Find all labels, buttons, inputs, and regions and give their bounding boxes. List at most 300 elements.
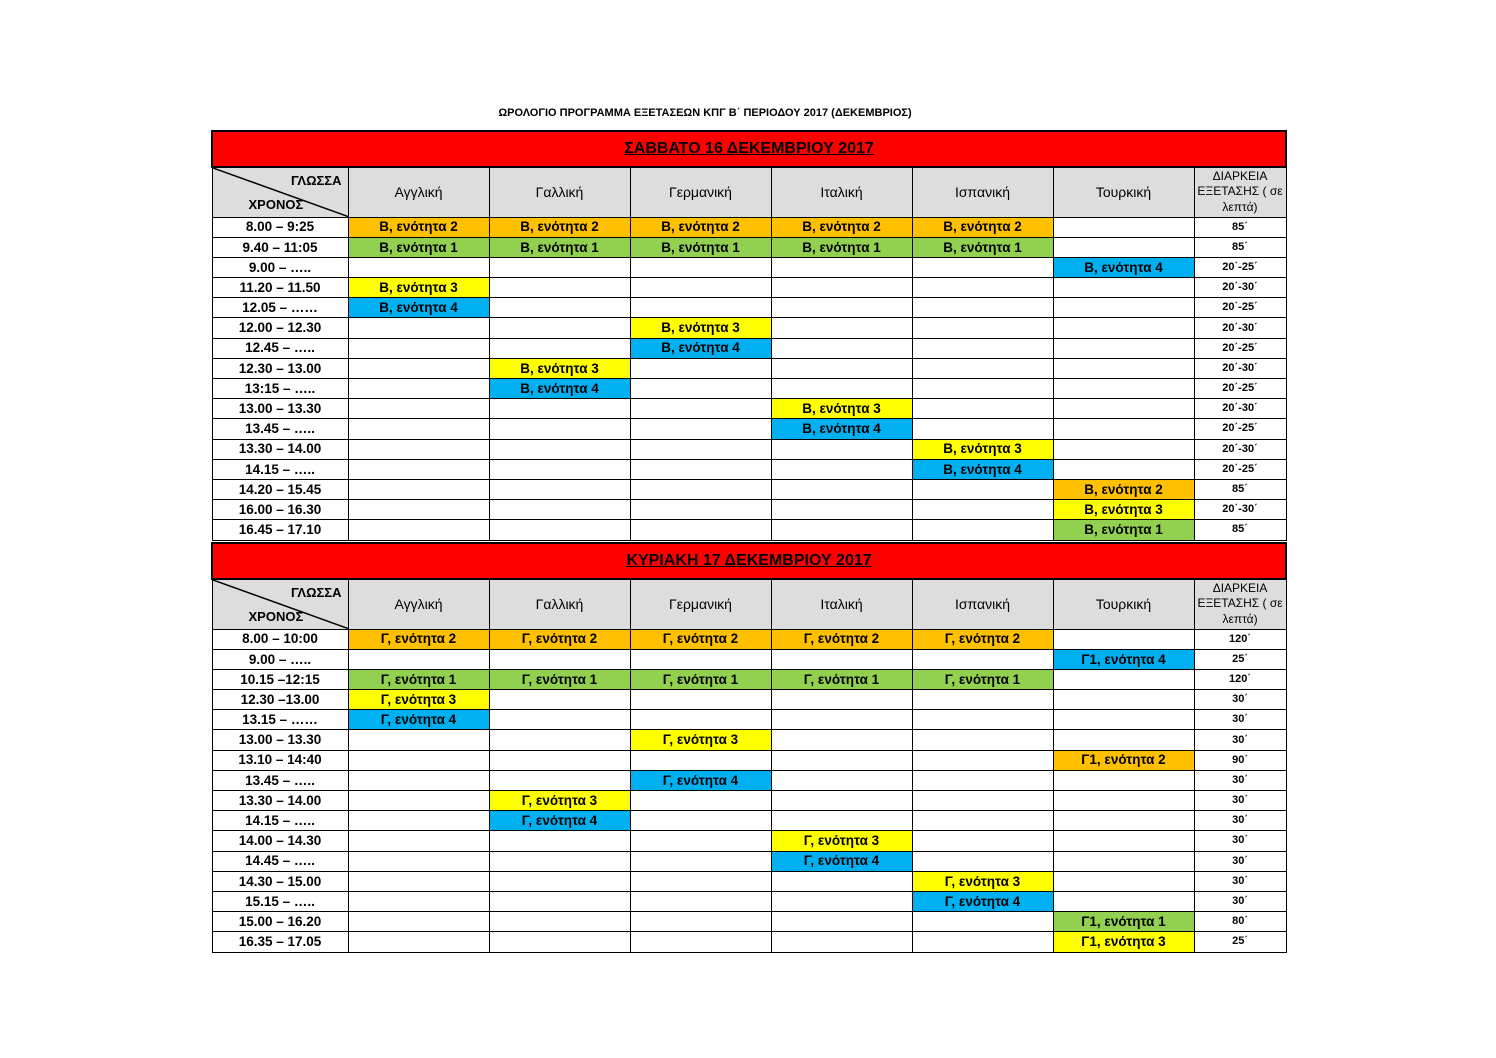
time-slot: 15.00 – 16.20 <box>212 912 348 932</box>
saturday-schedule-table <box>211 130 1287 541</box>
duration-header: ΔΙΑΡΚΕΙΑ ΕΞΕΤΑΣΗΣ ( σε λεπτά) <box>1194 579 1286 629</box>
empty-cell <box>771 318 912 338</box>
language-header: Αγγλική <box>348 579 489 629</box>
exam-cell: Β, ενότητα 1 <box>489 237 630 257</box>
time-slot: 9.00 – ….. <box>212 257 348 277</box>
duration-value: 80΄ <box>1194 912 1286 932</box>
empty-cell <box>912 831 1053 851</box>
language-header: Γαλλική <box>489 167 630 217</box>
exam-cell: Β, ενότητα 2 <box>489 217 630 237</box>
empty-cell <box>912 851 1053 871</box>
empty-cell <box>1053 298 1194 318</box>
empty-cell <box>771 891 912 911</box>
empty-cell <box>1053 690 1194 710</box>
empty-cell <box>348 770 489 790</box>
exam-cell: Β, ενότητα 3 <box>1053 500 1194 520</box>
empty-cell <box>630 831 771 851</box>
empty-cell <box>348 912 489 932</box>
language-header: Τουρκική <box>1053 167 1194 217</box>
duration-value: 20΄-30΄ <box>1194 500 1286 520</box>
time-header-label: ΧΡΟΝΟΣ <box>248 608 304 624</box>
empty-cell <box>348 851 489 871</box>
empty-cell <box>912 750 1053 770</box>
empty-cell <box>912 298 1053 318</box>
empty-cell <box>1053 811 1194 831</box>
time-header-label: ΧΡΟΝΟΣ <box>248 196 304 212</box>
day-title: ΣΑΒΒΑΤΟ 16 ΔΕΚΕΜΒΡΙΟΥ 2017 <box>212 131 1286 167</box>
duration-value: 20΄-25΄ <box>1194 298 1286 318</box>
empty-cell <box>1053 358 1194 378</box>
table-row <box>212 479 1286 499</box>
duration-value: 30΄ <box>1194 891 1286 911</box>
table-row <box>212 669 1286 689</box>
exam-cell: Γ, ενότητα 1 <box>912 669 1053 689</box>
duration-value: 20΄-25΄ <box>1194 338 1286 358</box>
empty-cell <box>912 791 1053 811</box>
empty-cell <box>1053 669 1194 689</box>
empty-cell <box>348 811 489 831</box>
duration-value: 25΄ <box>1194 932 1286 952</box>
day-title: ΚΥΡΙΑΚΗ 17 ΔΕΚΕΜΒΡΙΟΥ 2017 <box>212 543 1286 579</box>
exam-cell: Β, ενότητα 4 <box>489 379 630 399</box>
empty-cell <box>630 298 771 318</box>
empty-cell <box>630 419 771 439</box>
exam-cell: Γ, ενότητα 4 <box>489 811 630 831</box>
empty-cell <box>489 278 630 298</box>
page-title: ΩΡΟΛΟΓΙΟ ΠΡΟΓΡΑΜΜΑ ΕΞΕΤΑΣΕΩΝ ΚΠΓ Β΄ ΠΕΡΙΟΔΟΥ 2017 (ΔΕΚΕΜΒΡΙΟΣ) <box>498 107 912 119</box>
language-header: Γερμανική <box>630 579 771 629</box>
time-slot: 13:15 – ….. <box>212 379 348 399</box>
empty-cell <box>630 690 771 710</box>
empty-cell <box>630 479 771 499</box>
header-row <box>212 579 1286 629</box>
table-row <box>212 770 1286 790</box>
table-row <box>212 851 1286 871</box>
time-slot: 15.15 – ….. <box>212 891 348 911</box>
exam-cell: Γ, ενότητα 4 <box>912 891 1053 911</box>
exam-cell: Γ, ενότητα 3 <box>771 831 912 851</box>
empty-cell <box>489 912 630 932</box>
empty-cell <box>912 379 1053 399</box>
exam-cell: Γ, ενότητα 1 <box>771 669 912 689</box>
empty-cell <box>1053 791 1194 811</box>
empty-cell <box>348 459 489 479</box>
empty-cell <box>630 439 771 459</box>
exam-cell: Β, ενότητα 3 <box>912 439 1053 459</box>
empty-cell <box>1053 237 1194 257</box>
duration-value: 30΄ <box>1194 791 1286 811</box>
table-row <box>212 831 1286 851</box>
corner-cell <box>212 579 348 629</box>
empty-cell <box>1053 871 1194 891</box>
empty-cell <box>1053 770 1194 790</box>
table-row <box>212 730 1286 750</box>
time-slot: 12.05 – …… <box>212 298 348 318</box>
empty-cell <box>1053 851 1194 871</box>
header-row <box>212 167 1286 217</box>
empty-cell <box>348 649 489 669</box>
time-slot: 12.00 – 12.30 <box>212 318 348 338</box>
duration-value: 20΄-30΄ <box>1194 439 1286 459</box>
time-slot: 10.15 –12:15 <box>212 669 348 689</box>
language-header: Ιταλική <box>771 167 912 217</box>
time-slot: 14.30 – 15.00 <box>212 871 348 891</box>
duration-value: 20΄-25΄ <box>1194 379 1286 399</box>
duration-value: 90΄ <box>1194 750 1286 770</box>
exam-cell: Β, ενότητα 3 <box>630 318 771 338</box>
empty-cell <box>630 399 771 419</box>
empty-cell <box>348 318 489 338</box>
language-header: Ισπανική <box>912 167 1053 217</box>
table-row <box>212 419 1286 439</box>
time-slot: 13.30 – 14.00 <box>212 791 348 811</box>
exam-cell: Γ, ενότητα 4 <box>630 770 771 790</box>
time-slot: 8.00 – 10:00 <box>212 629 348 649</box>
empty-cell <box>489 831 630 851</box>
duration-value: 20΄-25΄ <box>1194 257 1286 277</box>
exam-cell: Β, ενότητα 2 <box>771 217 912 237</box>
time-slot: 16.45 – 17.10 <box>212 520 348 540</box>
empty-cell <box>771 338 912 358</box>
empty-cell <box>912 932 1053 952</box>
exam-cell: Β, ενότητα 4 <box>771 419 912 439</box>
exam-cell: Β, ενότητα 2 <box>348 217 489 237</box>
duration-value: 25΄ <box>1194 649 1286 669</box>
empty-cell <box>630 379 771 399</box>
time-slot: 12.30 –13.00 <box>212 690 348 710</box>
empty-cell <box>771 871 912 891</box>
empty-cell <box>771 649 912 669</box>
exam-cell: Γ, ενότητα 4 <box>348 710 489 730</box>
empty-cell <box>348 831 489 851</box>
exam-cell: Β, ενότητα 1 <box>771 237 912 257</box>
empty-cell <box>912 338 1053 358</box>
empty-cell <box>489 730 630 750</box>
exam-cell: Γ, ενότητα 1 <box>489 669 630 689</box>
time-slot: 13.15 – …… <box>212 710 348 730</box>
empty-cell <box>912 399 1053 419</box>
time-slot: 8.00 – 9:25 <box>212 217 348 237</box>
time-slot: 16.35 – 17.05 <box>212 932 348 952</box>
table-row <box>212 871 1286 891</box>
empty-cell <box>771 932 912 952</box>
duration-value: 20΄-30΄ <box>1194 399 1286 419</box>
duration-value: 20΄-25΄ <box>1194 419 1286 439</box>
empty-cell <box>489 520 630 540</box>
duration-value: 30΄ <box>1194 770 1286 790</box>
empty-cell <box>489 257 630 277</box>
empty-cell <box>630 710 771 730</box>
table-row <box>212 629 1286 649</box>
table-row <box>212 791 1286 811</box>
empty-cell <box>771 690 912 710</box>
empty-cell <box>348 257 489 277</box>
exam-cell: Γ, ενότητα 1 <box>630 669 771 689</box>
language-header: Αγγλική <box>348 167 489 217</box>
exam-cell: Γ, ενότητα 4 <box>771 851 912 871</box>
time-slot: 13.00 – 13.30 <box>212 399 348 419</box>
exam-cell: Γ, ενότητα 1 <box>348 669 489 689</box>
table-row <box>212 298 1286 318</box>
language-header: Ιταλική <box>771 579 912 629</box>
exam-cell: Β, ενότητα 4 <box>630 338 771 358</box>
empty-cell <box>771 750 912 770</box>
exam-cell: Β, ενότητα 4 <box>348 298 489 318</box>
empty-cell <box>630 791 771 811</box>
time-slot: 13.45 – ….. <box>212 770 348 790</box>
empty-cell <box>489 338 630 358</box>
table-row <box>212 459 1286 479</box>
empty-cell <box>1053 891 1194 911</box>
time-slot: 14.15 – ….. <box>212 811 348 831</box>
empty-cell <box>489 459 630 479</box>
language-header: Γαλλική <box>489 579 630 629</box>
table-row <box>212 257 1286 277</box>
empty-cell <box>489 851 630 871</box>
exam-cell: Β, ενότητα 1 <box>912 237 1053 257</box>
empty-cell <box>912 649 1053 669</box>
exam-cell: Γ, ενότητα 3 <box>912 871 1053 891</box>
empty-cell <box>912 479 1053 499</box>
table-row <box>212 379 1286 399</box>
exam-cell: Β, ενότητα 1 <box>348 237 489 257</box>
exam-cell: Β, ενότητα 2 <box>630 217 771 237</box>
empty-cell <box>630 891 771 911</box>
exam-cell: Γ1, ενότητα 4 <box>1053 649 1194 669</box>
exam-cell: Γ1, ενότητα 1 <box>1053 912 1194 932</box>
empty-cell <box>1053 338 1194 358</box>
empty-cell <box>348 791 489 811</box>
table-row <box>212 399 1286 419</box>
empty-cell <box>630 750 771 770</box>
empty-cell <box>348 871 489 891</box>
empty-cell <box>771 257 912 277</box>
empty-cell <box>1053 710 1194 730</box>
empty-cell <box>771 439 912 459</box>
table-row <box>212 891 1286 911</box>
empty-cell <box>912 257 1053 277</box>
empty-cell <box>630 358 771 378</box>
time-slot: 14.15 – ….. <box>212 459 348 479</box>
language-header: Γερμανική <box>630 167 771 217</box>
table-row <box>212 439 1286 459</box>
empty-cell <box>912 811 1053 831</box>
empty-cell <box>489 750 630 770</box>
time-slot: 13.10 – 14:40 <box>212 750 348 770</box>
exam-cell: Γ, ενότητα 2 <box>348 629 489 649</box>
duration-value: 30΄ <box>1194 811 1286 831</box>
empty-cell <box>1053 278 1194 298</box>
empty-cell <box>912 690 1053 710</box>
empty-cell <box>912 770 1053 790</box>
empty-cell <box>1053 379 1194 399</box>
empty-cell <box>771 520 912 540</box>
day-title-row <box>212 543 1286 579</box>
exam-cell: Β, ενότητα 3 <box>771 399 912 419</box>
time-slot: 14.00 – 14.30 <box>212 831 348 851</box>
empty-cell <box>348 479 489 499</box>
empty-cell <box>771 730 912 750</box>
empty-cell <box>630 649 771 669</box>
empty-cell <box>1053 217 1194 237</box>
empty-cell <box>489 891 630 911</box>
empty-cell <box>489 399 630 419</box>
empty-cell <box>630 871 771 891</box>
exam-cell: Γ1, ενότητα 2 <box>1053 750 1194 770</box>
exam-cell: Β, ενότητα 2 <box>912 217 1053 237</box>
empty-cell <box>630 912 771 932</box>
exam-cell: Β, ενότητα 3 <box>489 358 630 378</box>
empty-cell <box>489 770 630 790</box>
empty-cell <box>348 500 489 520</box>
exam-cell: Γ, ενότητα 2 <box>912 629 1053 649</box>
exam-cell: Γ, ενότητα 2 <box>771 629 912 649</box>
empty-cell <box>489 871 630 891</box>
empty-cell <box>912 710 1053 730</box>
empty-cell <box>1053 730 1194 750</box>
table-row <box>212 358 1286 378</box>
duration-value: 30΄ <box>1194 851 1286 871</box>
empty-cell <box>348 379 489 399</box>
table-row <box>212 649 1286 669</box>
empty-cell <box>1053 318 1194 338</box>
duration-value: 30΄ <box>1194 730 1286 750</box>
table-row <box>212 520 1286 540</box>
table-row <box>212 912 1286 932</box>
duration-value: 30΄ <box>1194 690 1286 710</box>
empty-cell <box>771 710 912 730</box>
empty-cell <box>489 298 630 318</box>
exam-cell: Β, ενότητα 4 <box>1053 257 1194 277</box>
empty-cell <box>630 257 771 277</box>
duration-value: 85΄ <box>1194 479 1286 499</box>
duration-value: 20΄-30΄ <box>1194 358 1286 378</box>
duration-value: 120΄ <box>1194 669 1286 689</box>
empty-cell <box>1053 399 1194 419</box>
empty-cell <box>348 399 489 419</box>
table-row <box>212 750 1286 770</box>
empty-cell <box>912 358 1053 378</box>
duration-value: 85΄ <box>1194 217 1286 237</box>
exam-cell: Γ1, ενότητα 3 <box>1053 932 1194 952</box>
time-slot: 13.30 – 14.00 <box>212 439 348 459</box>
exam-cell: Β, ενότητα 4 <box>912 459 1053 479</box>
duration-value: 85΄ <box>1194 237 1286 257</box>
empty-cell <box>348 750 489 770</box>
language-header: Τουρκική <box>1053 579 1194 629</box>
empty-cell <box>771 298 912 318</box>
empty-cell <box>630 500 771 520</box>
empty-cell <box>771 459 912 479</box>
empty-cell <box>489 932 630 952</box>
time-slot: 12.30 – 13.00 <box>212 358 348 378</box>
language-header: Ισπανική <box>912 579 1053 629</box>
empty-cell <box>630 932 771 952</box>
empty-cell <box>1053 629 1194 649</box>
empty-cell <box>771 791 912 811</box>
language-header-label: ΓΛΩΣΣΑ <box>291 173 342 188</box>
empty-cell <box>348 891 489 911</box>
duration-value: 20΄-30΄ <box>1194 318 1286 338</box>
empty-cell <box>489 500 630 520</box>
empty-cell <box>348 520 489 540</box>
table-row <box>212 217 1286 237</box>
empty-cell <box>630 459 771 479</box>
empty-cell <box>771 479 912 499</box>
empty-cell <box>630 851 771 871</box>
empty-cell <box>630 811 771 831</box>
empty-cell <box>630 278 771 298</box>
empty-cell <box>912 520 1053 540</box>
empty-cell <box>489 419 630 439</box>
empty-cell <box>912 730 1053 750</box>
exam-cell: Γ, ενότητα 3 <box>630 730 771 750</box>
empty-cell <box>912 912 1053 932</box>
empty-cell <box>771 358 912 378</box>
table-row <box>212 710 1286 730</box>
corner-cell <box>212 167 348 217</box>
time-slot: 13.00 – 13.30 <box>212 730 348 750</box>
time-slot: 12.45 – ….. <box>212 338 348 358</box>
empty-cell <box>771 278 912 298</box>
empty-cell <box>771 811 912 831</box>
empty-cell <box>912 278 1053 298</box>
empty-cell <box>1053 459 1194 479</box>
exam-cell: Β, ενότητα 1 <box>1053 520 1194 540</box>
exam-cell: Γ, ενότητα 3 <box>489 791 630 811</box>
duration-value: 30΄ <box>1194 831 1286 851</box>
duration-value: 120΄ <box>1194 629 1286 649</box>
exam-cell: Β, ενότητα 1 <box>630 237 771 257</box>
duration-header: ΔΙΑΡΚΕΙΑ ΕΞΕΤΑΣΗΣ ( σε λεπτά) <box>1194 167 1286 217</box>
exam-cell: Β, ενότητα 3 <box>348 278 489 298</box>
empty-cell <box>771 770 912 790</box>
empty-cell <box>912 318 1053 338</box>
empty-cell <box>348 358 489 378</box>
empty-cell <box>489 690 630 710</box>
empty-cell <box>348 439 489 459</box>
time-slot: 9.00 – ….. <box>212 649 348 669</box>
duration-value: 85΄ <box>1194 520 1286 540</box>
time-slot: 14.45 – ….. <box>212 851 348 871</box>
empty-cell <box>489 710 630 730</box>
empty-cell <box>489 318 630 338</box>
empty-cell <box>489 649 630 669</box>
time-slot: 16.00 – 16.30 <box>212 500 348 520</box>
exam-cell: Γ, ενότητα 2 <box>630 629 771 649</box>
table-row <box>212 811 1286 831</box>
empty-cell <box>912 419 1053 439</box>
empty-cell <box>1053 439 1194 459</box>
time-slot: 11.20 – 11.50 <box>212 278 348 298</box>
empty-cell <box>1053 419 1194 439</box>
empty-cell <box>771 500 912 520</box>
empty-cell <box>348 932 489 952</box>
duration-value: 30΄ <box>1194 871 1286 891</box>
table-row <box>212 500 1286 520</box>
sunday-schedule-table <box>211 542 1287 953</box>
table-row <box>212 932 1286 952</box>
empty-cell <box>1053 831 1194 851</box>
exam-cell: Β, ενότητα 2 <box>1053 479 1194 499</box>
table-row <box>212 237 1286 257</box>
empty-cell <box>912 500 1053 520</box>
empty-cell <box>630 520 771 540</box>
empty-cell <box>348 730 489 750</box>
empty-cell <box>771 379 912 399</box>
duration-value: 20΄-30΄ <box>1194 278 1286 298</box>
empty-cell <box>348 419 489 439</box>
